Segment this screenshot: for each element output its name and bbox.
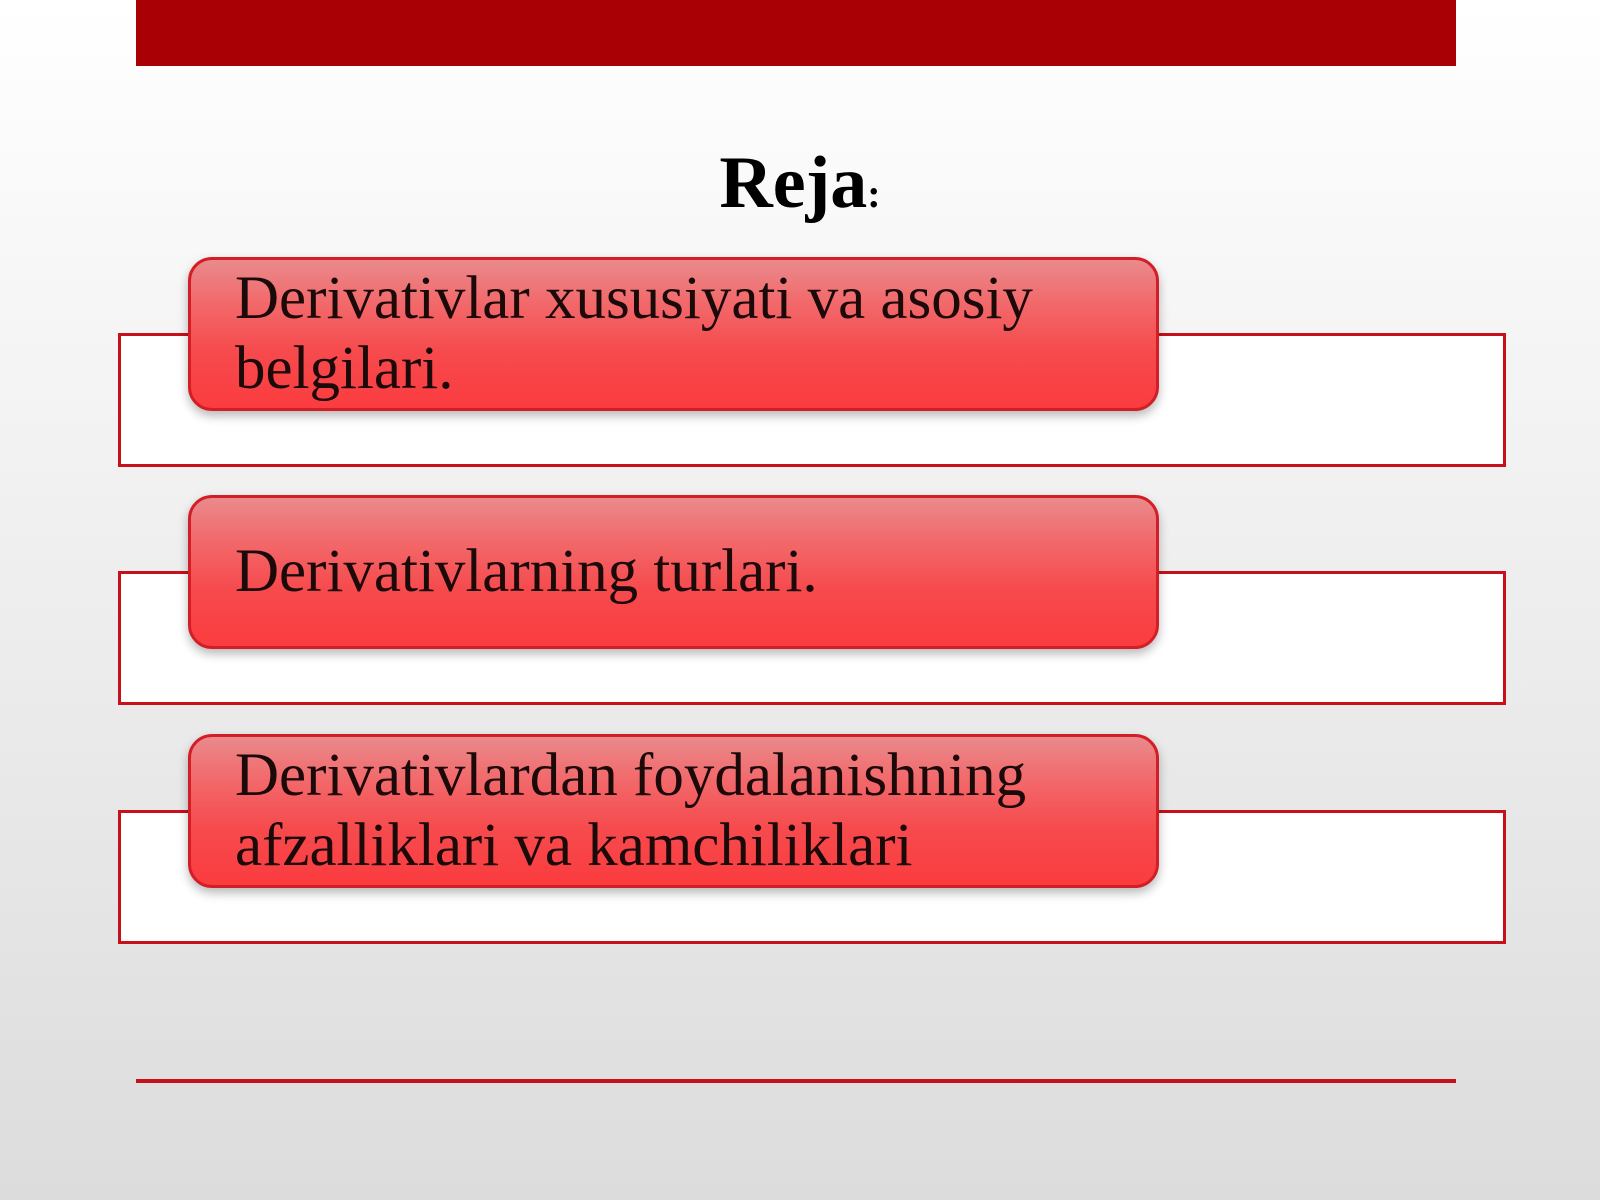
top-accent-bar xyxy=(136,0,1456,66)
slide-title-text: Reja xyxy=(719,142,868,224)
plan-item xyxy=(118,538,1506,705)
bottom-divider-line xyxy=(136,1079,1456,1083)
plan-item-text: Derivativlardan foydalanishning afzalliklari va kamchiliklari xyxy=(235,742,1027,879)
slide-title xyxy=(0,138,1600,239)
plan-item xyxy=(118,742,1506,944)
plan-item xyxy=(118,265,1506,467)
plan-item-text: Derivativlarning turlari. xyxy=(235,538,818,605)
plan-item-pill xyxy=(188,495,1159,649)
plan-item-pill xyxy=(188,734,1159,888)
slide-title-colon: : xyxy=(867,171,881,216)
plan-item-pill xyxy=(188,257,1159,411)
plan-item-text: Derivativlar xususiyati va asosiy belgilari. xyxy=(235,265,1033,402)
